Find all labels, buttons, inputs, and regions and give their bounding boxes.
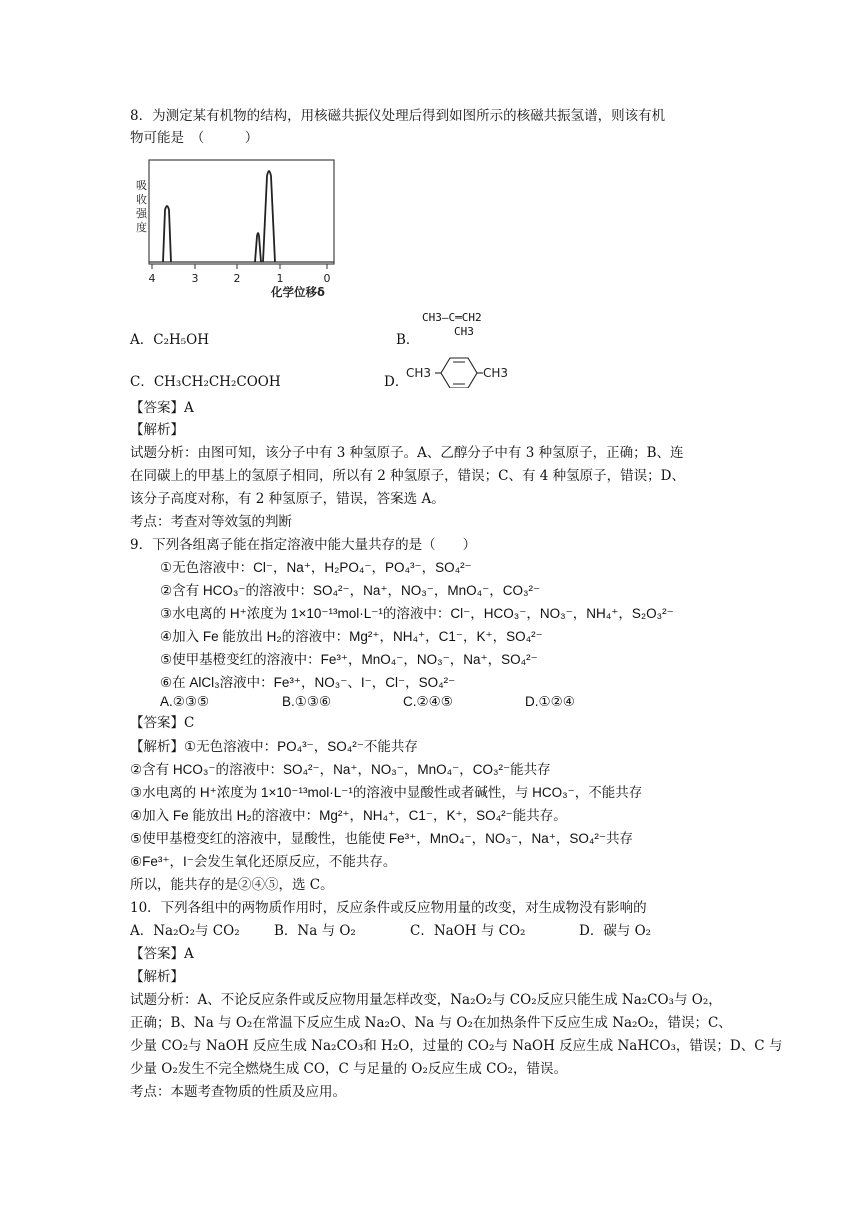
ylabel-char: 吸	[136, 179, 147, 192]
q9-analysis-line: ③水电离的 H⁺浓度为 1×10⁻¹³mol·L⁻¹的溶液中显酸性或者碱性，与 HCO₃⁻，不能共存	[130, 785, 643, 800]
xtick-label: 1	[276, 272, 284, 285]
nmr-peak-large	[263, 171, 275, 262]
q8-option-b-label: B．	[396, 332, 420, 348]
q10-kaodian: 考点：本题考查物质的性质及应用。	[130, 1084, 346, 1100]
q9-analysis-line: ④加入 Fe 能放出 H₂的溶液中：Mg²⁺，NH₄⁺，C1⁻，K⁺，SO₄²⁻能共存。	[130, 808, 567, 823]
ylabel-char: 强	[136, 207, 147, 220]
ylabel-char: 收	[136, 193, 147, 206]
q10-analysis-head: 【解析】	[130, 969, 184, 985]
q8-answer: 【答案】A	[130, 400, 194, 416]
nmr-peak-small	[255, 233, 261, 262]
q9-item: ⑤使甲基橙变红的溶液中：Fe³⁺，MnO₄⁻，NO₃⁻，Na⁺，SO₄²⁻	[160, 652, 538, 667]
q8-option-a: A．C₂H₅OH	[130, 332, 210, 348]
q10-analysis-line: 少量 O₂发生不完全燃烧生成 CO，C 与足量的 O₂反应生成 CO₂，错误。	[130, 1061, 567, 1077]
q9-analysis-line: ②含有 HCO₃⁻的溶液中：SO₄²⁻，Na⁺，NO₃⁻，MnO₄⁻，CO₃²⁻能共存	[130, 762, 551, 777]
q8-analysis-line: 在同碳上的甲基上的氢原子相同，所以有 2 种氢原子，错误；C、有 4 种氢原子，错误；D、	[130, 468, 685, 484]
nmr-xlabel: 化学位移δ	[271, 285, 325, 299]
q9-option-d: D.①②④	[525, 694, 575, 709]
q10-option-b: B．Na 与 O₂	[274, 923, 356, 939]
q8-analysis-line: 试题分析：由图可知，该分子中有 3 种氢原子。A、乙醇分子中有 3 种氢原子，正确；B、连	[130, 445, 684, 461]
q10-analysis-line: 少量 CO₂与 NaOH 反应生成 Na₂CO₃和 H₂O，过量的 CO₂与 NaOH 反应生成 NaHCO₃，错误；D、C 与	[130, 1038, 783, 1054]
q8-analysis-head: 【解析】	[130, 422, 184, 438]
q9-analysis-line: ⑤使甲基橙变红的溶液中，显酸性，也能使 Fe³⁺，MnO₄⁻，NO₃⁻，Na⁺，SO₄²⁻共存	[130, 831, 634, 846]
q9-analysis-line: 所以，能共存的是②④⑤，选 C。	[130, 877, 334, 893]
xtick-label: 0	[323, 272, 331, 285]
q9-analysis-line: ⑥Fe³⁺，I⁻会发生氧化还原反应，不能共存。	[130, 854, 397, 869]
q8-option-b-structure	[422, 311, 482, 339]
q10-analysis-line: 试题分析：A、不论反应条件或反应物用量怎样改变，Na₂O₂与 CO₂反应只能生成 Na₂CO₃与 O₂，	[130, 992, 722, 1008]
q9-analysis-line: 【解析】①无色溶液中：PO₄³⁻，SO₄²⁻不能共存	[130, 739, 418, 754]
struct-b-main: CH3—C═CH2	[422, 311, 482, 324]
q8-option-c: C．CH₃CH₂CH₂COOH	[130, 374, 281, 390]
q9-option-c: C.②④⑤	[403, 694, 453, 709]
nmr-ylabel	[136, 179, 148, 234]
struct-b-branch: CH3	[454, 325, 474, 338]
xtick-label: 2	[233, 272, 241, 285]
q8-analysis-line: 该分子高度对称，有 2 种氢原子，错误，答案选 A。	[130, 491, 445, 507]
nmr-frame	[149, 160, 334, 264]
q9-item: ④加入 Fe 能放出 H₂的溶液中：Mg²⁺，NH₄⁺，C1⁻，K⁺，SO₄²⁻	[160, 629, 543, 644]
q8-kaodian: 考点：考查对等效氢的判断	[130, 514, 292, 530]
xtick-label: 3	[191, 272, 199, 285]
nmr-peak-medium	[163, 206, 171, 262]
xtick-label: 4	[148, 272, 156, 285]
q8-option-d-label: D．	[384, 374, 409, 390]
q10-option-c: C．NaOH 与 CO₂	[410, 923, 526, 939]
q9-item: ①无色溶液中：Cl⁻，Na⁺，H₂PO₄⁻，PO₄³⁻，SO₄²⁻	[160, 560, 472, 575]
q8-stem-line1: 8．为测定某有机物的结构，用核磁共振仪处理后得到如图所示的核磁共振氢谱，则该有机	[130, 108, 666, 124]
q10-analysis-line: 正确；B、Na 与 O₂在常温下反应生成 Na₂O、Na 与 O₂在加热条件下反应生成 Na₂O₂，错误；C、	[130, 1015, 732, 1031]
q9-stem: 9．下列各组离子能在指定溶液中能大量共存的是（ ）	[130, 537, 477, 553]
q9-item: ③水电离的 H⁺浓度为 1×10⁻¹³mol·L⁻¹的溶液中：Cl⁻，HCO₃⁻，NO₃⁻，NH₄⁺，S₂O₃²⁻	[160, 606, 674, 621]
q9-item: ②含有 HCO₃⁻的溶液中：SO₄²⁻，Na⁺，NO₃⁻，MnO₄⁻，CO₃²⁻	[160, 583, 541, 598]
q10-stem: 10．下列各组中的两物质作用时，反应条件或反应物用量的改变，对生成物没有影响的	[130, 900, 647, 916]
q8-option-d-structure	[404, 354, 510, 388]
q8-stem-line2: 物可能是 （ ）	[130, 130, 259, 146]
q9-option-b: B.①③⑥	[282, 694, 332, 709]
struct-d-left: CH3	[406, 366, 432, 380]
q9-answer: 【答案】C	[130, 715, 195, 731]
nmr-spectrum-figure	[130, 158, 340, 300]
q10-answer: 【答案】A	[130, 946, 194, 962]
nmr-xticks-marks	[152, 264, 327, 269]
ylabel-char: 度	[136, 221, 147, 234]
struct-d-right: CH3	[483, 366, 509, 380]
q9-option-a: A.②③⑤	[160, 694, 210, 709]
q9-item: ⑥在 AlCl₃溶液中：Fe³⁺，NO₃⁻、I⁻，Cl⁻，SO₄²⁻	[160, 675, 456, 690]
q10-option-a: A．Na₂O₂与 CO₂	[130, 923, 240, 939]
q10-option-d: D．碳与 O₂	[579, 923, 652, 939]
